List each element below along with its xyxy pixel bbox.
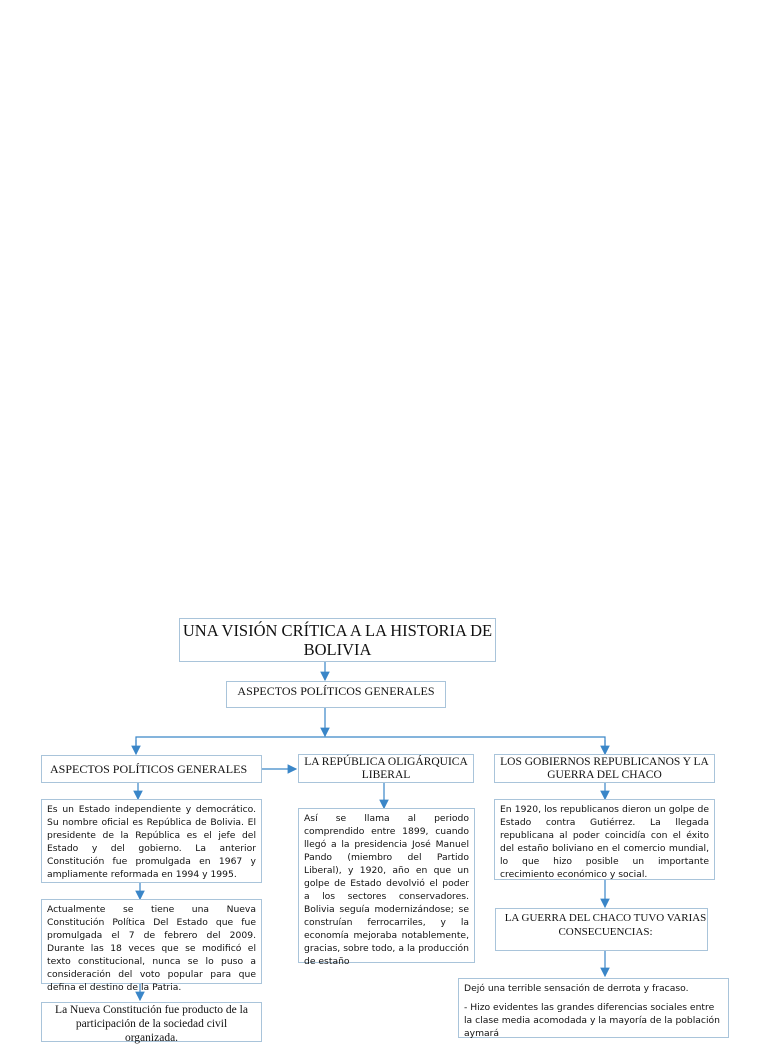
right-box-1: En 1920, los republicanos dieron un golpe de Estado contra Gutiérrez. La llegada republicana al poder coincidía con el éxito del estaño boliviano en el comercio mundial, lo que hizo posible un importante crecimiento económico y social. <box>494 799 715 880</box>
subtitle-box <box>226 681 446 708</box>
subtitle: ASPECTOS POLÍTICOS GENERALES <box>237 684 435 698</box>
left-box-2: Actualmente se tiene una Nueva Constitución Política Del Estado que fue promulgada el 7 de febrero del 2009. Durante las 18 veces que se modificó el texto constitucional, nunca se lo puso a consideración del voto popular para que defina el destino de la Patria. <box>41 899 262 984</box>
column-title-middle: LA REPÚBLICA OLIGÁRQUICA LIBERAL <box>298 754 474 783</box>
right-box-2: LA GUERRA DEL CHACO TUVO VARIAS CONSECUENCIAS: <box>495 908 708 951</box>
left-box-3: La Nueva Constitución fue producto de la participación de la sociedad civil organizada. <box>41 1002 262 1042</box>
middle-box-1: Así se llama al periodo comprendido entre 1899, cuando llegó a la presidencia José Manuel Pando (miembro del Partido Liberal), y 1920, año en que un golpe de Estado devolvió el poder a los sectores conservadores. Bolivia seguía modernizándose; se construían ferrocarriles, y la economía mejoraba notablemente, gracias, sobre todo, a la producción de estaño <box>298 808 475 963</box>
right-box-3-line-1: Dejó una terrible sensación de derrota y fracaso. <box>464 983 689 994</box>
column-title-left: ASPECTOS POLÍTICOS GENERALES <box>41 755 262 783</box>
main-title-box <box>179 618 496 662</box>
right-box-3-line-2: - Hizo evidentes las grandes diferencias sociales entre la clase media acomodada y la mayoría de la población aymará <box>464 1002 720 1039</box>
column-title-right: LOS GOBIERNOS REPUBLICANOS Y LA GUERRA DEL CHACO <box>494 754 715 783</box>
right-box-3 <box>458 978 729 1038</box>
branch-horizontal <box>136 737 605 752</box>
left-box-1: Es un Estado independiente y democrático. Su nombre oficial es República de Bolivia. El presidente de la República es el jefe del Estado y del gobierno. La anterior Constitución fue promulgada en 1967 y ampliamente reformada en 1994 y 1995. <box>41 799 262 883</box>
main-title: UNA VISIÓN CRÍTICA A LA HISTORIA DE BOLIVIA <box>182 621 493 659</box>
